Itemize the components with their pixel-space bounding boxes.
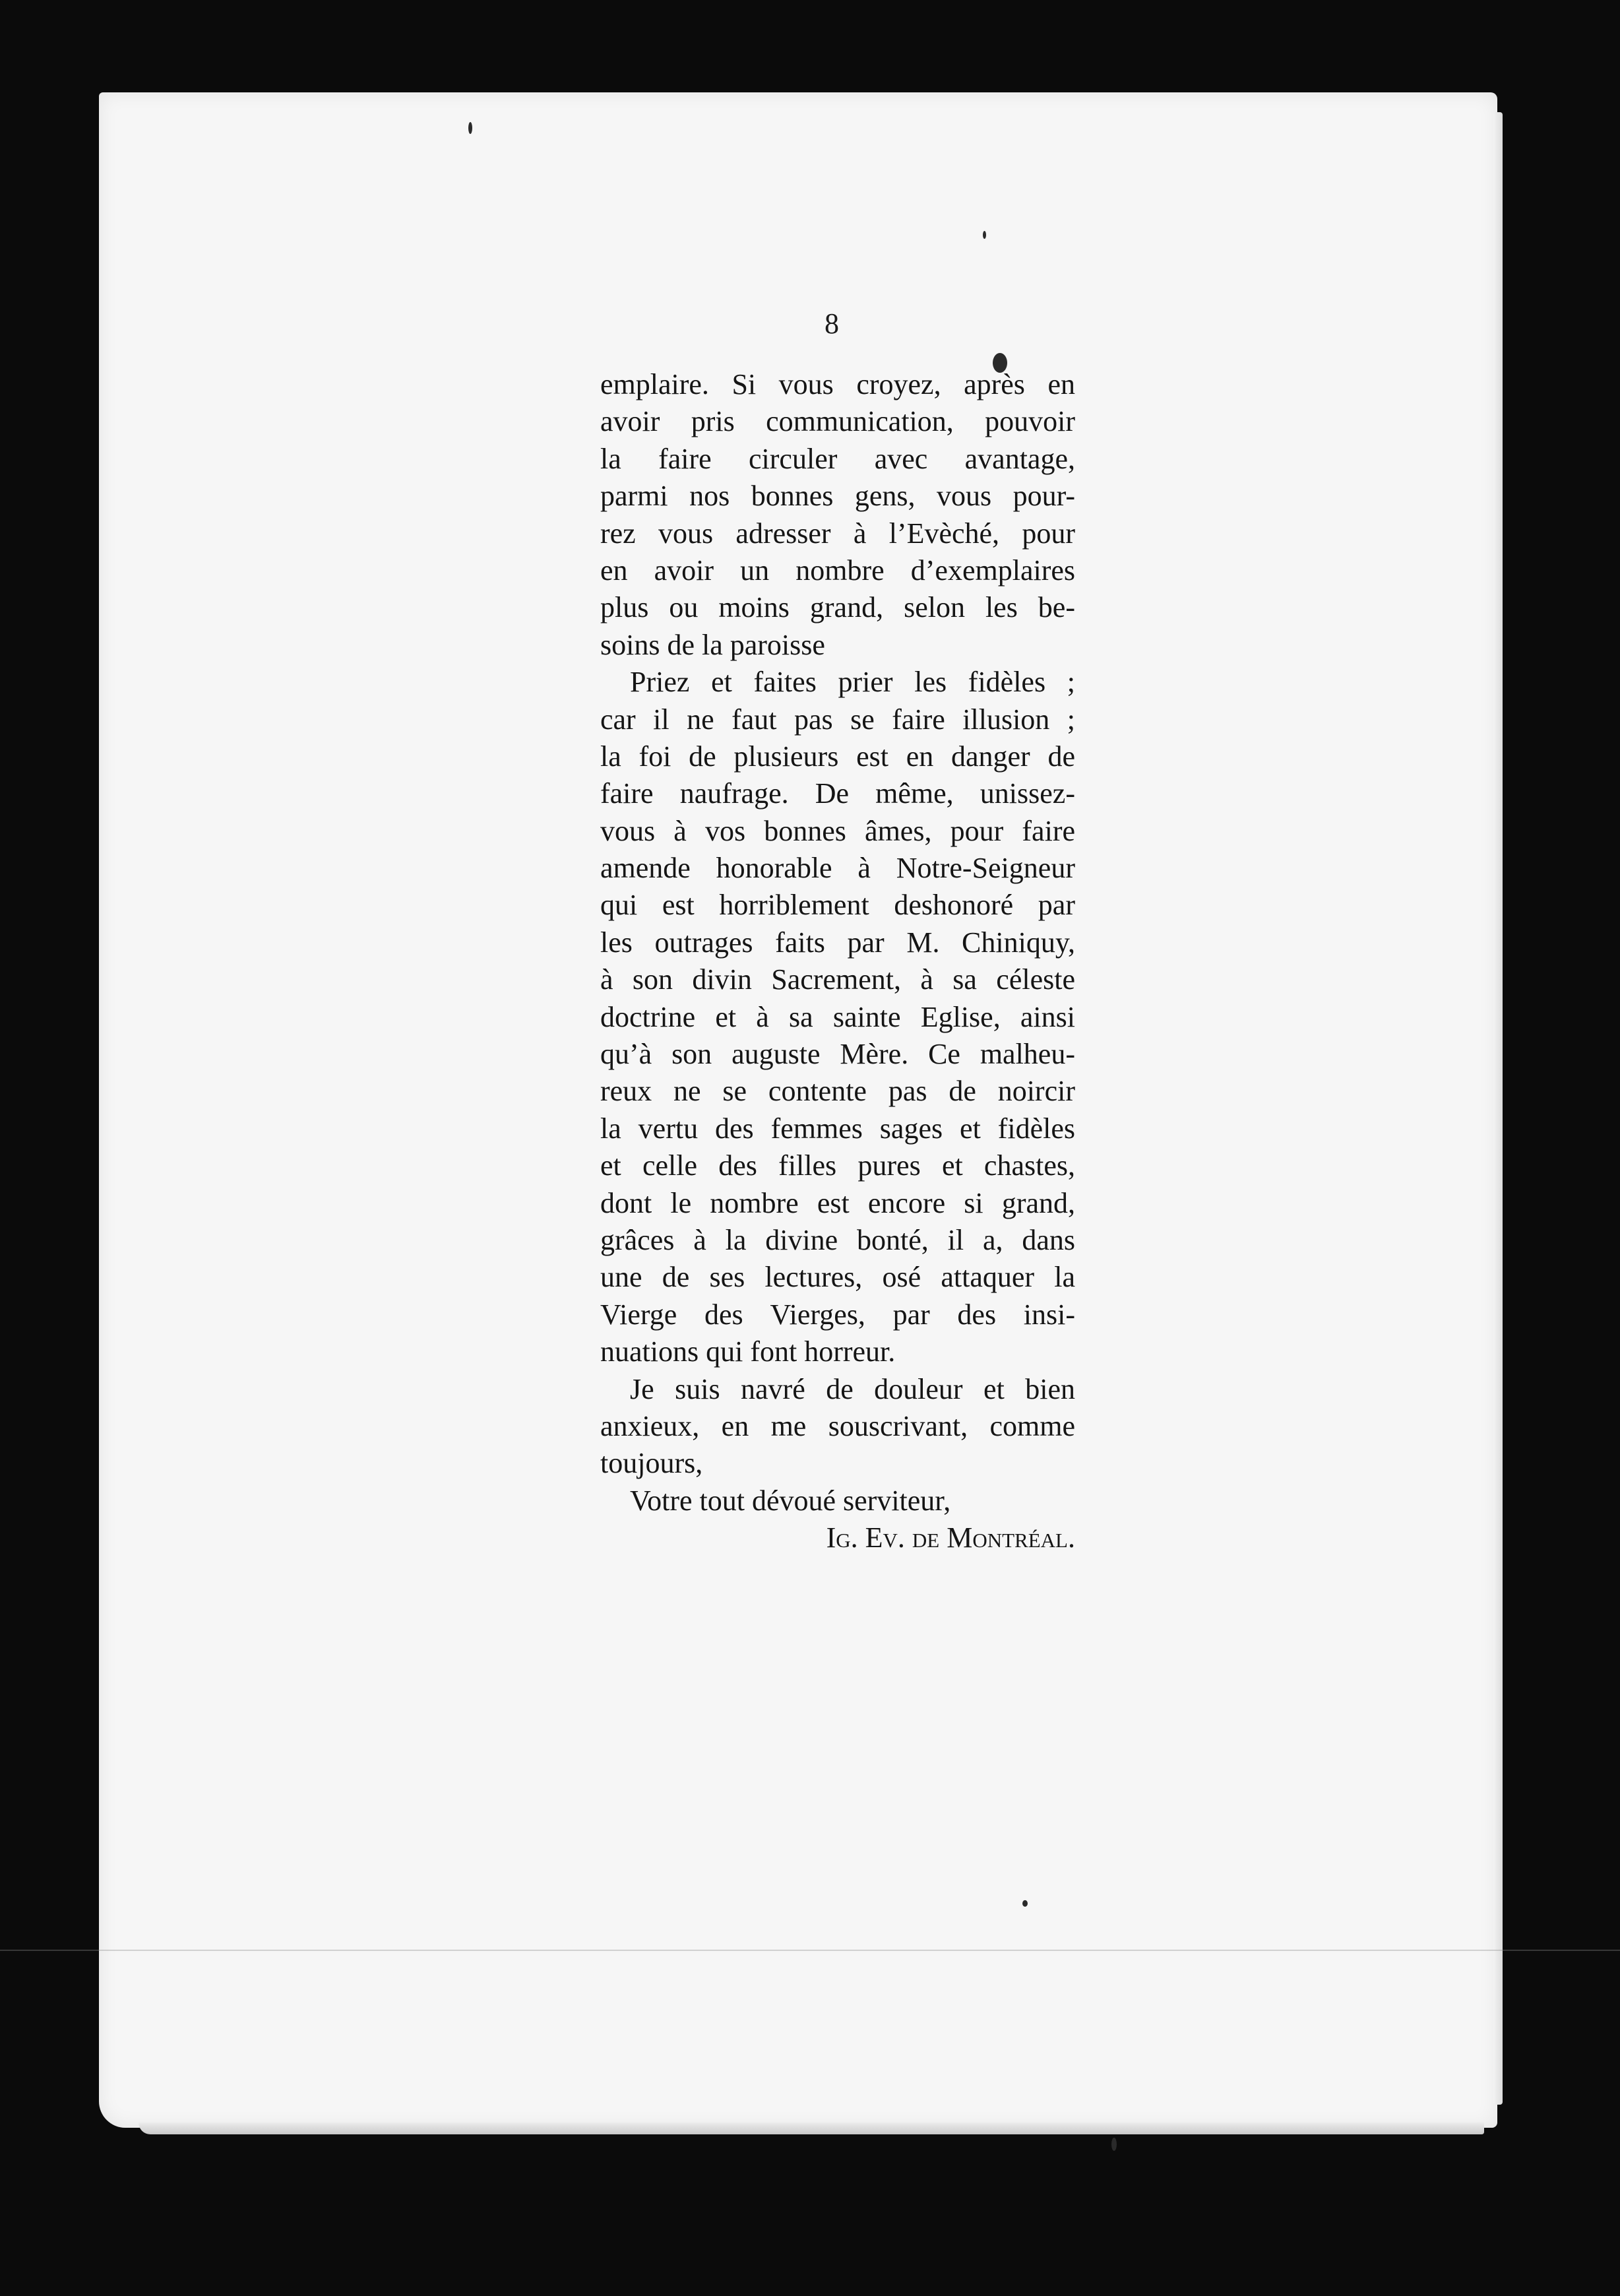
text-line: plus ou moins grand, selon les be- (600, 591, 1075, 624)
text-line: grâces à la divine bonté, il a, dans (600, 1223, 1075, 1256)
text-line: anxieux, en me souscrivant, comme (600, 1409, 1075, 1442)
text-line: et celle des filles pures et chastes, (600, 1149, 1075, 1182)
text-line: la faire circuler avec avantage, (600, 442, 1075, 475)
text-line: la foi de plusieurs est en danger de (600, 740, 1075, 773)
scan-artifact-line (0, 1950, 1620, 1951)
signature (600, 1519, 1075, 1556)
text-line: car il ne faut pas se faire illusion ; (600, 703, 1075, 736)
text-line: Je suis navré de douleur et bien (630, 1372, 1075, 1405)
dust-speck (1111, 2138, 1117, 2151)
letter-body (600, 366, 1075, 1557)
text-line: en avoir un nombre d’exemplaires (600, 554, 1075, 587)
text-line: Vierge des Vierges, par des insi- (600, 1298, 1075, 1331)
text-line: toujours, (600, 1447, 703, 1480)
text-line: vous à vos bonnes âmes, pour faire (600, 814, 1075, 847)
dust-speck (983, 231, 986, 239)
text-line: les outrages faits par M. Chiniquy, (600, 926, 1075, 959)
page-edge-right (1493, 112, 1503, 2105)
text-line: soins de la paroisse (600, 628, 825, 661)
text-line: avoir pris communication, pouvoir (600, 405, 1075, 438)
closing-line: Votre tout dévoué serviteur, (630, 1484, 951, 1517)
text-line: faire naufrage. De même, unissez- (600, 777, 1075, 810)
text-line: nuations qui font horreur. (600, 1335, 896, 1368)
page-edge-bottom (139, 2122, 1484, 2134)
text-line: la vertu des femmes sages et fidèles (600, 1112, 1075, 1145)
text-line: qui est horriblement deshonoré par (600, 889, 1075, 922)
text-line: parmi nos bonnes gens, vous pour- (600, 480, 1075, 513)
text-line: doctrine et à sa sainte Eglise, ainsi (600, 1000, 1075, 1033)
text-line: reux ne se contente pas de noircir (600, 1075, 1075, 1108)
text-line: emplaire. Si vous croyez, après en (600, 368, 1075, 400)
page-number: 8 (825, 307, 840, 340)
dust-speck (1022, 1900, 1028, 1907)
text-line: Priez et faites prier les fidèles ; (630, 666, 1075, 699)
text-line: à son divin Sacrement, à sa céleste (600, 963, 1075, 996)
signature-text: Ig. Ev. de Montréal. (826, 1521, 1075, 1554)
text-line: une de ses lectures, osé attaquer la (600, 1261, 1075, 1294)
text-line: qu’à son auguste Mère. Ce malheu- (600, 1038, 1075, 1071)
text-line: rez vous adresser à l’Evèché, pour (600, 517, 1075, 550)
text-line: amende honorable à Notre-Seigneur (600, 852, 1075, 885)
text-line: dont le nombre est encore si grand, (600, 1186, 1075, 1219)
dust-speck (468, 122, 472, 134)
